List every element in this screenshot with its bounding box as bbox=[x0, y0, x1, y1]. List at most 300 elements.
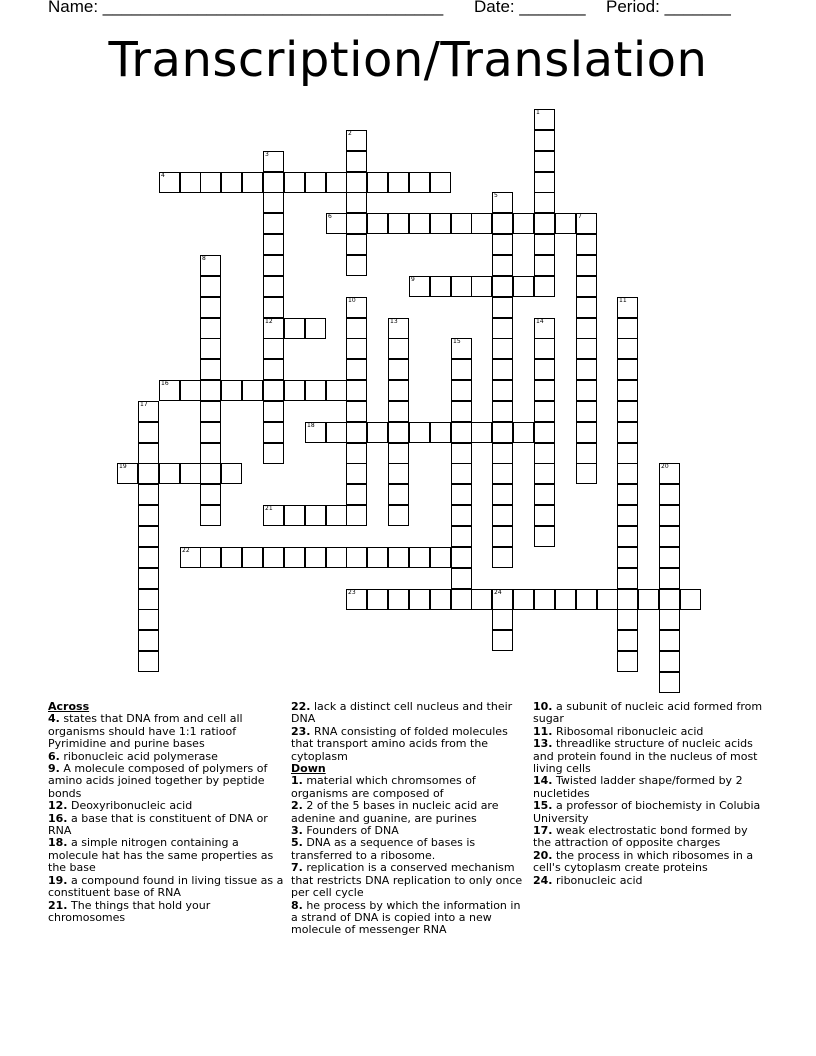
clue-number: 12. bbox=[48, 799, 68, 813]
clue-number: 24. bbox=[533, 873, 553, 887]
grid-cell[interactable] bbox=[680, 589, 701, 610]
clue-number: 9. bbox=[48, 762, 60, 776]
grid-cell[interactable] bbox=[388, 547, 409, 568]
grid-cell[interactable] bbox=[409, 589, 430, 610]
grid-cell[interactable] bbox=[492, 630, 513, 651]
grid-cell[interactable] bbox=[451, 213, 472, 234]
grid-cell[interactable] bbox=[138, 401, 159, 422]
grid-cell[interactable] bbox=[534, 318, 555, 339]
grid-cell[interactable] bbox=[534, 401, 555, 422]
grid-cell[interactable] bbox=[576, 297, 597, 318]
grid-cell[interactable] bbox=[617, 338, 638, 359]
grid-cell[interactable] bbox=[346, 297, 367, 318]
grid-cell[interactable] bbox=[180, 172, 201, 193]
grid-cell[interactable] bbox=[159, 172, 180, 193]
grid-cell[interactable] bbox=[617, 505, 638, 526]
clue-item bbox=[533, 800, 769, 825]
grid-cell[interactable] bbox=[346, 192, 367, 213]
grid-cell[interactable] bbox=[534, 130, 555, 151]
grid-cell[interactable] bbox=[451, 401, 472, 422]
grid-cell[interactable] bbox=[617, 651, 638, 672]
grid-cell[interactable] bbox=[284, 505, 305, 526]
grid-cell[interactable] bbox=[200, 463, 221, 484]
grid-cell[interactable] bbox=[263, 151, 284, 172]
grid-cell[interactable] bbox=[138, 609, 159, 630]
grid-cell[interactable] bbox=[388, 422, 409, 443]
across-heading: Across bbox=[48, 700, 90, 713]
clue-item bbox=[291, 862, 527, 899]
clue-text: states that DNA from and cell all organisms should have 1:1 ratioof Pyrimidine and purine bases bbox=[48, 712, 243, 751]
cell-number: 3 bbox=[265, 151, 269, 158]
grid-cell[interactable] bbox=[576, 380, 597, 401]
clue-text: The things that hold your chromosomes bbox=[48, 898, 211, 924]
cell-number: 10 bbox=[348, 297, 356, 304]
grid-cell[interactable] bbox=[492, 297, 513, 318]
grid-cell[interactable] bbox=[617, 422, 638, 443]
grid-cell[interactable] bbox=[430, 547, 451, 568]
grid-cell[interactable] bbox=[305, 547, 326, 568]
grid-cell[interactable] bbox=[659, 672, 680, 693]
grid-cell[interactable] bbox=[534, 151, 555, 172]
grid-cell[interactable] bbox=[409, 172, 430, 193]
clue-number: 15. bbox=[533, 799, 553, 813]
grid-cell[interactable] bbox=[326, 422, 347, 443]
clue-number: 18. bbox=[48, 836, 68, 850]
grid-cell[interactable] bbox=[138, 463, 159, 484]
grid-cell[interactable] bbox=[617, 568, 638, 589]
cell-number: 18 bbox=[307, 422, 315, 429]
clue-text: a subunit of nucleic acid formed from sugar bbox=[533, 700, 763, 726]
grid-cell[interactable] bbox=[263, 443, 284, 464]
grid-cell[interactable] bbox=[659, 568, 680, 589]
date-field[interactable]: Date: _______ bbox=[474, 0, 586, 16]
grid-cell[interactable] bbox=[326, 380, 347, 401]
grid-cell[interactable] bbox=[346, 359, 367, 380]
grid-cell[interactable] bbox=[576, 589, 597, 610]
grid-cell[interactable] bbox=[200, 297, 221, 318]
grid-cell[interactable] bbox=[451, 463, 472, 484]
grid-cell[interactable] bbox=[138, 568, 159, 589]
grid-cell[interactable] bbox=[263, 318, 284, 339]
grid-cell[interactable] bbox=[326, 505, 347, 526]
grid-cell[interactable] bbox=[617, 318, 638, 339]
grid-cell[interactable] bbox=[409, 422, 430, 443]
clue-list bbox=[533, 701, 769, 887]
grid-cell[interactable] bbox=[617, 589, 638, 610]
grid-cell[interactable] bbox=[576, 443, 597, 464]
clue-item bbox=[48, 813, 284, 838]
grid-cell[interactable] bbox=[492, 276, 513, 297]
grid-cell[interactable] bbox=[346, 484, 367, 505]
grid-cell[interactable] bbox=[200, 443, 221, 464]
grid-cell[interactable] bbox=[367, 547, 388, 568]
clue-item bbox=[533, 701, 769, 726]
grid-cell[interactable] bbox=[242, 172, 263, 193]
grid-cell[interactable] bbox=[367, 589, 388, 610]
grid-cell[interactable] bbox=[659, 463, 680, 484]
grid-cell[interactable] bbox=[513, 589, 534, 610]
grid-cell[interactable] bbox=[263, 547, 284, 568]
grid-cell[interactable] bbox=[617, 463, 638, 484]
cell-number: 7 bbox=[578, 213, 582, 220]
grid-cell[interactable] bbox=[617, 401, 638, 422]
grid-cell[interactable] bbox=[576, 213, 597, 234]
grid-cell[interactable] bbox=[451, 276, 472, 297]
grid-cell[interactable] bbox=[200, 401, 221, 422]
grid-cell[interactable] bbox=[534, 380, 555, 401]
grid-cell[interactable] bbox=[326, 547, 347, 568]
clue-item bbox=[48, 900, 284, 925]
grid-cell[interactable] bbox=[284, 547, 305, 568]
grid-cell[interactable] bbox=[200, 255, 221, 276]
grid-cell[interactable] bbox=[492, 484, 513, 505]
grid-cell[interactable] bbox=[221, 463, 242, 484]
grid-cell[interactable] bbox=[346, 505, 367, 526]
grid-cell[interactable] bbox=[263, 505, 284, 526]
grid-cell[interactable] bbox=[200, 172, 221, 193]
grid-cell[interactable] bbox=[242, 380, 263, 401]
clue-number: 14. bbox=[533, 774, 553, 788]
grid-cell[interactable] bbox=[263, 234, 284, 255]
grid-cell[interactable] bbox=[346, 255, 367, 276]
clue-text: RNA consisting of folded molecules that transport amino acids from the cytoplasm bbox=[291, 724, 508, 763]
grid-cell[interactable] bbox=[221, 547, 242, 568]
grid-cell[interactable] bbox=[534, 192, 555, 213]
grid-cell[interactable] bbox=[180, 380, 201, 401]
grid-cell[interactable] bbox=[451, 568, 472, 589]
grid-cell[interactable] bbox=[346, 338, 367, 359]
grid-cell[interactable] bbox=[346, 463, 367, 484]
grid-cell[interactable] bbox=[388, 505, 409, 526]
grid-cell[interactable] bbox=[409, 276, 430, 297]
grid-cell[interactable] bbox=[492, 422, 513, 443]
cell-number: 20 bbox=[661, 463, 669, 470]
grid-cell[interactable] bbox=[451, 338, 472, 359]
grid-cell[interactable] bbox=[388, 589, 409, 610]
grid-cell[interactable] bbox=[159, 463, 180, 484]
grid-cell[interactable] bbox=[346, 234, 367, 255]
grid-cell[interactable] bbox=[263, 401, 284, 422]
grid-cell[interactable] bbox=[388, 172, 409, 193]
grid-cell[interactable] bbox=[617, 630, 638, 651]
grid-cell[interactable] bbox=[346, 213, 367, 234]
grid-cell[interactable] bbox=[534, 463, 555, 484]
grid-cell[interactable] bbox=[138, 630, 159, 651]
grid-cell[interactable] bbox=[576, 318, 597, 339]
grid-cell[interactable] bbox=[200, 505, 221, 526]
clue-text: he process by which the information in a strand of DNA is copied into a new molecule of messenger RNA bbox=[291, 898, 521, 937]
grid-cell[interactable] bbox=[263, 172, 284, 193]
grid-cell[interactable] bbox=[555, 213, 576, 234]
grid-cell[interactable] bbox=[284, 380, 305, 401]
clue-text: replication is a conserved mechanism that restricts DNA replication to only once per cell cycle bbox=[291, 861, 523, 900]
grid-cell[interactable] bbox=[117, 463, 138, 484]
grid-cell[interactable] bbox=[471, 276, 492, 297]
grid-cell[interactable] bbox=[200, 318, 221, 339]
grid-cell[interactable] bbox=[263, 359, 284, 380]
grid-cell[interactable] bbox=[305, 318, 326, 339]
grid-cell[interactable] bbox=[200, 338, 221, 359]
grid-cell[interactable] bbox=[659, 526, 680, 547]
clue-number: 19. bbox=[48, 873, 68, 887]
grid-cell[interactable] bbox=[159, 380, 180, 401]
clue-text: material which chromsomes of organisms are composed of bbox=[291, 774, 476, 800]
name-field[interactable]: Name: ____________________________________ bbox=[48, 0, 444, 16]
grid-cell[interactable] bbox=[617, 526, 638, 547]
grid-cell[interactable] bbox=[492, 463, 513, 484]
grid-cell[interactable] bbox=[305, 422, 326, 443]
grid-cell[interactable] bbox=[346, 380, 367, 401]
grid-cell[interactable] bbox=[138, 422, 159, 443]
grid-cell[interactable] bbox=[451, 505, 472, 526]
grid-cell[interactable] bbox=[471, 213, 492, 234]
grid-cell[interactable] bbox=[346, 172, 367, 193]
grid-cell[interactable] bbox=[263, 213, 284, 234]
grid-cell[interactable] bbox=[388, 338, 409, 359]
clue-list bbox=[291, 701, 527, 763]
grid-cell[interactable] bbox=[534, 359, 555, 380]
grid-cell[interactable] bbox=[200, 380, 221, 401]
clue-item bbox=[48, 713, 284, 750]
cell-number: 22 bbox=[182, 547, 190, 554]
cell-number: 11 bbox=[619, 297, 627, 304]
grid-cell[interactable] bbox=[451, 443, 472, 464]
grid-cell[interactable] bbox=[388, 380, 409, 401]
grid-cell[interactable] bbox=[576, 338, 597, 359]
grid-cell[interactable] bbox=[534, 234, 555, 255]
grid-cell[interactable] bbox=[346, 443, 367, 464]
page-title: Transcription/Translation bbox=[108, 32, 708, 88]
grid-cell[interactable] bbox=[346, 130, 367, 151]
grid-cell[interactable] bbox=[617, 380, 638, 401]
grid-cell[interactable] bbox=[388, 213, 409, 234]
grid-cell[interactable] bbox=[659, 630, 680, 651]
grid-cell[interactable] bbox=[492, 192, 513, 213]
grid-cell[interactable] bbox=[617, 484, 638, 505]
grid-cell[interactable] bbox=[492, 401, 513, 422]
clue-number: 1. bbox=[291, 774, 303, 788]
grid-cell[interactable] bbox=[492, 359, 513, 380]
grid-cell[interactable] bbox=[492, 318, 513, 339]
grid-cell[interactable] bbox=[346, 151, 367, 172]
grid-cell[interactable] bbox=[430, 422, 451, 443]
clue-text: weak electrostatic bond formed by the attraction of opposite charges bbox=[533, 824, 748, 850]
grid-cell[interactable] bbox=[659, 547, 680, 568]
cell-number: 15 bbox=[453, 338, 461, 345]
grid-cell[interactable] bbox=[451, 547, 472, 568]
grid-cell[interactable] bbox=[367, 422, 388, 443]
grid-cell[interactable] bbox=[409, 213, 430, 234]
cell-number: 5 bbox=[494, 192, 498, 199]
grid-cell[interactable] bbox=[471, 589, 492, 610]
grid-cell[interactable] bbox=[200, 547, 221, 568]
period-field[interactable]: Period: _______ bbox=[606, 0, 731, 16]
grid-cell[interactable] bbox=[576, 276, 597, 297]
grid-cell[interactable] bbox=[451, 526, 472, 547]
grid-cell[interactable] bbox=[534, 526, 555, 547]
grid-cell[interactable] bbox=[555, 589, 576, 610]
grid-cell[interactable] bbox=[659, 651, 680, 672]
grid-cell[interactable] bbox=[367, 172, 388, 193]
grid-cell[interactable] bbox=[617, 297, 638, 318]
grid-cell[interactable] bbox=[263, 276, 284, 297]
grid-cell[interactable] bbox=[617, 359, 638, 380]
grid-cell[interactable] bbox=[263, 255, 284, 276]
grid-cell[interactable] bbox=[263, 338, 284, 359]
grid-cell[interactable] bbox=[513, 276, 534, 297]
grid-cell[interactable] bbox=[576, 463, 597, 484]
grid-cell[interactable] bbox=[221, 172, 242, 193]
grid-cell[interactable] bbox=[492, 609, 513, 630]
grid-cell[interactable] bbox=[659, 589, 680, 610]
grid-cell[interactable] bbox=[492, 589, 513, 610]
grid-cell[interactable] bbox=[284, 318, 305, 339]
grid-cell[interactable] bbox=[388, 484, 409, 505]
clue-number: 8. bbox=[291, 898, 303, 912]
cell-number: 2 bbox=[348, 130, 352, 137]
grid-cell[interactable] bbox=[534, 109, 555, 130]
grid-cell[interactable] bbox=[263, 192, 284, 213]
grid-cell[interactable] bbox=[534, 276, 555, 297]
grid-cell[interactable] bbox=[430, 276, 451, 297]
grid-cell[interactable] bbox=[388, 359, 409, 380]
grid-cell[interactable] bbox=[346, 547, 367, 568]
grid-cell[interactable] bbox=[284, 172, 305, 193]
grid-cell[interactable] bbox=[451, 380, 472, 401]
clue-column-3 bbox=[533, 701, 769, 887]
grid-cell[interactable] bbox=[597, 589, 618, 610]
grid-cell[interactable] bbox=[534, 443, 555, 464]
grid-cell[interactable] bbox=[138, 505, 159, 526]
grid-cell[interactable] bbox=[388, 401, 409, 422]
clue-text: Founders of DNA bbox=[302, 824, 399, 838]
grid-cell[interactable] bbox=[326, 213, 347, 234]
grid-cell[interactable] bbox=[451, 422, 472, 443]
grid-cell[interactable] bbox=[388, 443, 409, 464]
grid-cell[interactable] bbox=[346, 318, 367, 339]
grid-cell[interactable] bbox=[617, 443, 638, 464]
grid-cell[interactable] bbox=[263, 380, 284, 401]
cell-number: 8 bbox=[202, 255, 206, 262]
clue-number: 7. bbox=[291, 861, 303, 875]
grid-cell[interactable] bbox=[659, 505, 680, 526]
grid-cell[interactable] bbox=[242, 547, 263, 568]
grid-cell[interactable] bbox=[180, 463, 201, 484]
cell-number: 14 bbox=[536, 318, 544, 325]
clue-text: DNA as a sequence of bases is transferred to a ribosome. bbox=[291, 836, 476, 862]
grid-cell[interactable] bbox=[200, 422, 221, 443]
grid-cell[interactable] bbox=[138, 651, 159, 672]
grid-cell[interactable] bbox=[492, 213, 513, 234]
grid-cell[interactable] bbox=[492, 526, 513, 547]
clue-text: the process in which ribosomes in a cell's cytoplasm create proteins bbox=[533, 848, 754, 875]
grid-cell[interactable] bbox=[221, 380, 242, 401]
grid-cell[interactable] bbox=[138, 526, 159, 547]
grid-cell[interactable] bbox=[534, 255, 555, 276]
clue-item bbox=[533, 875, 769, 887]
grid-cell[interactable] bbox=[388, 318, 409, 339]
grid-cell[interactable] bbox=[492, 338, 513, 359]
grid-cell[interactable] bbox=[492, 505, 513, 526]
clue-number: 20. bbox=[533, 848, 553, 862]
grid-cell[interactable] bbox=[305, 505, 326, 526]
grid-cell[interactable] bbox=[430, 589, 451, 610]
grid-cell[interactable] bbox=[534, 422, 555, 443]
cell-number: 4 bbox=[161, 172, 165, 179]
grid-cell[interactable] bbox=[409, 547, 430, 568]
clue-number: 5. bbox=[291, 836, 303, 850]
grid-cell[interactable] bbox=[492, 380, 513, 401]
clue-text: Deoxyribonucleic acid bbox=[67, 799, 193, 813]
clue-item bbox=[533, 775, 769, 800]
grid-cell[interactable] bbox=[346, 422, 367, 443]
grid-cell[interactable] bbox=[200, 359, 221, 380]
grid-cell[interactable] bbox=[388, 463, 409, 484]
grid-cell[interactable] bbox=[346, 401, 367, 422]
grid-cell[interactable] bbox=[534, 484, 555, 505]
grid-cell[interactable] bbox=[659, 484, 680, 505]
grid-cell[interactable] bbox=[305, 380, 326, 401]
clue-number: 10. bbox=[533, 700, 553, 713]
grid-cell[interactable] bbox=[659, 609, 680, 630]
grid-cell[interactable] bbox=[326, 172, 347, 193]
grid-cell[interactable] bbox=[451, 484, 472, 505]
grid-cell[interactable] bbox=[513, 422, 534, 443]
clue-number: 13. bbox=[533, 737, 553, 751]
grid-cell[interactable] bbox=[180, 547, 201, 568]
grid-cell[interactable] bbox=[430, 213, 451, 234]
grid-cell[interactable] bbox=[451, 589, 472, 610]
grid-cell[interactable] bbox=[534, 505, 555, 526]
clue-item bbox=[533, 850, 769, 875]
grid-cell[interactable] bbox=[534, 213, 555, 234]
grid-cell[interactable] bbox=[576, 359, 597, 380]
grid-cell[interactable] bbox=[492, 443, 513, 464]
grid-cell[interactable] bbox=[576, 255, 597, 276]
clue-number: 6. bbox=[48, 749, 60, 763]
grid-cell[interactable] bbox=[617, 609, 638, 630]
grid-cell[interactable] bbox=[138, 443, 159, 464]
grid-cell[interactable] bbox=[263, 297, 284, 318]
grid-cell[interactable] bbox=[492, 547, 513, 568]
grid-cell[interactable] bbox=[617, 547, 638, 568]
grid-cell[interactable] bbox=[534, 338, 555, 359]
grid-cell[interactable] bbox=[471, 422, 492, 443]
grid-cell[interactable] bbox=[534, 589, 555, 610]
clue-list bbox=[291, 775, 527, 936]
grid-cell[interactable] bbox=[138, 589, 159, 610]
grid-cell[interactable] bbox=[430, 172, 451, 193]
grid-cell[interactable] bbox=[138, 484, 159, 505]
grid-cell[interactable] bbox=[451, 359, 472, 380]
grid-cell[interactable] bbox=[263, 422, 284, 443]
grid-cell[interactable] bbox=[138, 547, 159, 568]
grid-cell[interactable] bbox=[513, 213, 534, 234]
grid-cell[interactable] bbox=[492, 255, 513, 276]
grid-cell[interactable] bbox=[638, 589, 659, 610]
grid-cell[interactable] bbox=[576, 401, 597, 422]
grid-cell[interactable] bbox=[576, 422, 597, 443]
grid-cell[interactable] bbox=[200, 484, 221, 505]
grid-cell[interactable] bbox=[492, 234, 513, 255]
grid-cell[interactable] bbox=[305, 172, 326, 193]
grid-cell[interactable] bbox=[346, 589, 367, 610]
grid-cell[interactable] bbox=[576, 234, 597, 255]
grid-cell[interactable] bbox=[200, 276, 221, 297]
grid-cell[interactable] bbox=[367, 213, 388, 234]
grid-cell[interactable] bbox=[534, 172, 555, 193]
cell-number: 1 bbox=[536, 109, 540, 116]
